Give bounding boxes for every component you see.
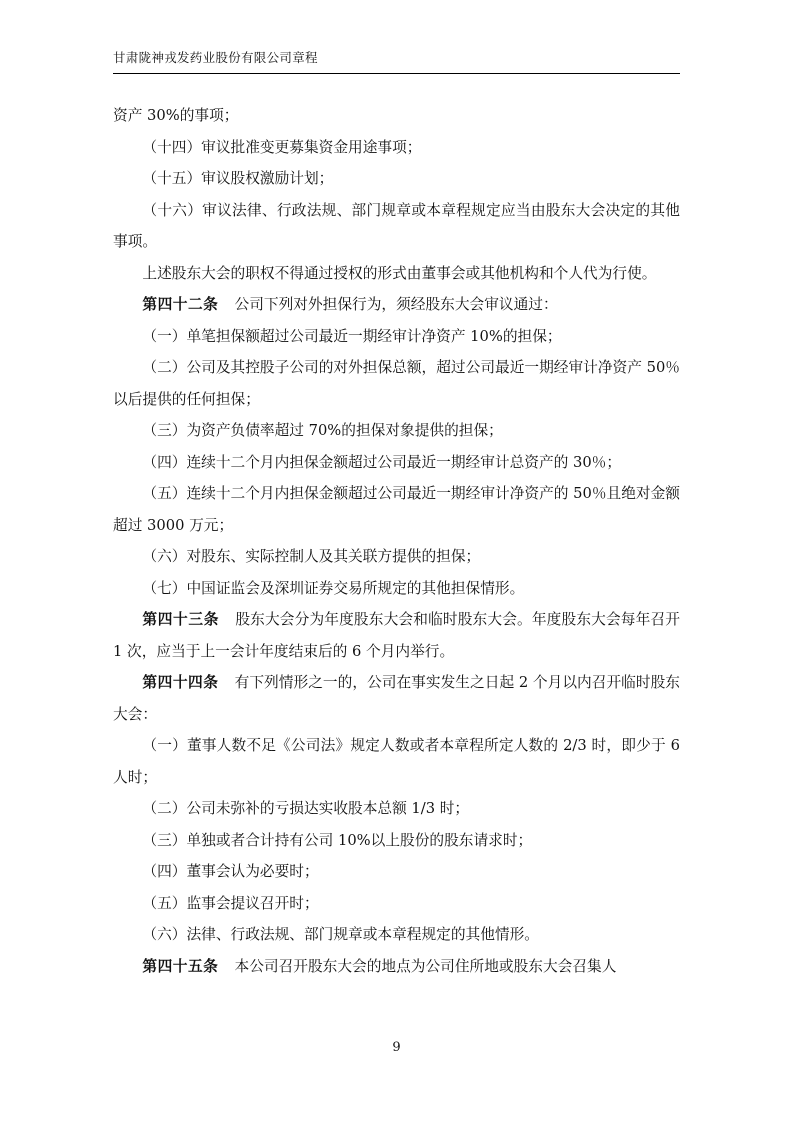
paragraph-text: （二）公司未弥补的亏损达实收股本总额 1/3 时； (142, 800, 470, 817)
paragraph (113, 258, 680, 290)
paragraph (113, 415, 680, 447)
paragraph-text: （一）董事人数不足《公司法》规定人数或者本章程所定人数的 2/3 时，即少于 6 人时； (113, 737, 680, 786)
paragraph-text: （七）中国证监会及深圳证券交易所规定的其他担保情形。 (142, 579, 525, 597)
paragraph-text: （二）公司及其控股子公司的对外担保总额，超过公司最近一期经审计净资产 50％以后提供的任何担保； (113, 359, 680, 408)
paragraph-text: （一）单笔担保额超过公司最近一期经审计净资产 10%的担保； (142, 327, 562, 345)
paragraph-text: （五）连续十二个月内担保金额超过公司最近一期经审计净资产的 50％且绝对金额超过 3000 万元； (113, 485, 680, 534)
paragraph-text: 股东大会分为年度股东大会和临时股东大会。年度股东大会每年召开 1 次，应当于上一会计年度结束后的 6 个月内举行。 (113, 611, 680, 660)
document-body (113, 100, 680, 982)
paragraph (113, 352, 680, 415)
paragraph (113, 856, 680, 888)
paragraph-text: 本公司召开股东大会的地点为公司住所地或股东大会召集人 (234, 957, 617, 975)
paragraph (113, 132, 680, 164)
paragraph-text: 上述股东大会的职权不得通过授权的形式由董事会或其他机构和个人代为行使。 (142, 264, 657, 282)
paragraph (113, 573, 680, 605)
paragraph-text: （三）为资产负债率超过 70%的担保对象提供的担保； (142, 422, 503, 439)
paragraph-text: （四）董事会认为必要时； (142, 863, 319, 880)
paragraph-text: （三）单独或者合计持有公司 10%以上股份的股东请求时； (142, 831, 533, 849)
paragraph (113, 195, 680, 258)
paragraph-text: 公司下列对外担保行为，须经股东大会审议通过： (234, 296, 558, 313)
article-number: 第四十五条 (142, 957, 219, 975)
article-paragraph (113, 289, 680, 321)
paragraph (113, 888, 680, 920)
paragraph (113, 793, 680, 825)
paragraph (113, 321, 680, 353)
paragraph (113, 478, 680, 541)
paragraph (113, 163, 680, 195)
paragraph (113, 730, 680, 793)
paragraph-text: （五）监事会提议召开时； (142, 894, 319, 912)
paragraph-text: 资产 30%的事项； (113, 107, 239, 124)
paragraph-text: （六）法律、行政法规、部门规章或本章程规定的其他情形。 (142, 926, 539, 943)
article-number: 第四十三条 (142, 611, 220, 628)
article-number: 第四十四条 (142, 674, 219, 691)
paragraph-text: （十四）审议批准变更募集资金用途事项； (142, 138, 422, 156)
paragraph (113, 825, 680, 857)
paragraph-text: 有下列情形之一的，公司在事实发生之日起 2 个月以内召开临时股东大会： (113, 674, 680, 723)
article-paragraph (113, 951, 680, 983)
article-number: 第四十二条 (142, 296, 219, 313)
paragraph-text: （十五）审议股权激励计划； (142, 170, 334, 187)
paragraph (113, 919, 680, 951)
paragraph-text: （六）对股东、实际控制人及其关联方提供的担保； (142, 548, 481, 565)
article-paragraph (113, 667, 680, 730)
article-paragraph (113, 604, 680, 667)
paragraph-text: （十六）审议法律、行政法规、部门规章或本章程规定应当由股东大会决定的其他事项。 (113, 201, 680, 250)
paragraph (113, 447, 680, 479)
paragraph (113, 100, 680, 132)
paragraph (113, 541, 680, 573)
page-content (113, 48, 680, 982)
page-number: 9 (392, 1040, 401, 1055)
paragraph-text: （四）连续十二个月内担保金额超过公司最近一期经审计总资产的 30％； (142, 453, 622, 471)
page-header: 甘肃陇神戎发药业股份有限公司章程 (113, 48, 680, 74)
